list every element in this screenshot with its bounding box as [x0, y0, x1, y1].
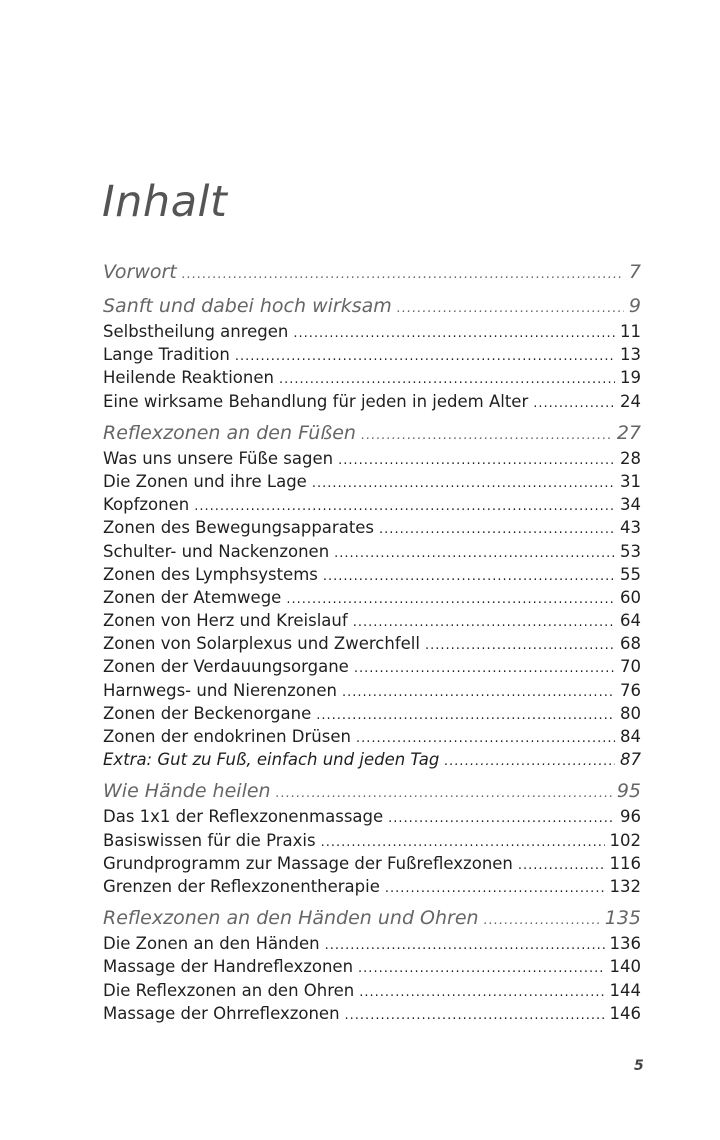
toc-entry[interactable]: Zonen der Beckenorgane ..... 80 [103, 702, 641, 725]
leader-dots [425, 634, 615, 655]
toc-entry[interactable]: Was uns unsere Füße sagen ..... 28 [103, 447, 641, 470]
leader-dots [323, 565, 615, 586]
leader-dots [293, 322, 615, 343]
toc-entry[interactable]: Massage der Ohrreflexzonen ..... 146 [103, 1002, 641, 1025]
leader-dots [342, 681, 615, 702]
toc-entry[interactable]: Zonen von Solarplexus und Zwerchfell ..... 68 [103, 632, 641, 655]
toc-entry[interactable]: Selbstheilung anregen ..... 11 [103, 320, 641, 343]
toc-entry[interactable]: Harnwegs- und Nierenzonen ..... 76 [103, 679, 641, 702]
leader-dots [321, 831, 605, 852]
leader-dots [182, 261, 624, 286]
leader-dots [286, 588, 615, 609]
leader-dots [385, 877, 605, 898]
leader-dots [316, 704, 615, 725]
toc-chapter-heading[interactable]: Reflexzonen an den Händen und Ohren ..... 135 [103, 904, 641, 932]
leader-dots [338, 449, 615, 470]
page-title: Inhalt [102, 176, 228, 227]
leader-dots [388, 807, 615, 828]
toc-entry[interactable]: Die Zonen und ihre Lage ..... 31 [103, 470, 641, 493]
toc-section-haende-ohren [103, 904, 641, 1025]
toc-chapter-heading[interactable]: Wie Hände heilen ..... 95 [103, 777, 641, 805]
toc-entry[interactable]: Zonen der Verdauungsorgane ..... 70 [103, 655, 641, 678]
toc-entry[interactable]: Schulter- und Nackenzonen ..... 53 [103, 540, 641, 563]
leader-dots [334, 542, 615, 563]
leader-dots [358, 957, 604, 978]
toc-section-haende [103, 777, 641, 898]
leader-dots [279, 368, 615, 389]
toc-entry-extra[interactable]: Extra: Gut zu Fuß, einfach und jeden Tag ..... 87 [103, 748, 641, 771]
leader-dots [353, 611, 615, 632]
toc-entry[interactable]: Das 1x1 der Reflexzonenmassage ..... 96 [103, 805, 641, 828]
toc-entry[interactable]: Kopfzonen ..... 34 [103, 493, 641, 516]
leader-dots [484, 907, 600, 932]
toc-entry[interactable]: Zonen des Bewegungsapparates ..... 43 [103, 516, 641, 539]
leader-dots [312, 472, 615, 493]
toc-entry[interactable]: Die Reflexzonen an den Ohren ..... 144 [103, 979, 641, 1002]
leader-dots [518, 854, 605, 875]
leader-dots [359, 981, 604, 1002]
leader-dots [397, 295, 624, 320]
leader-dots [345, 1004, 605, 1025]
leader-dots [361, 422, 612, 447]
leader-dots [276, 780, 612, 805]
toc-section-vorwort [103, 258, 641, 286]
leader-dots [444, 750, 615, 771]
toc-entry[interactable]: Lange Tradition ..... 13 [103, 343, 641, 366]
toc-chapter-heading[interactable]: Vorwort ..... 7 [103, 258, 641, 286]
leader-dots [354, 657, 615, 678]
toc-section-fuesse [103, 419, 641, 772]
toc-entry[interactable]: Zonen des Lymphsystems ..... 55 [103, 563, 641, 586]
toc-entry[interactable]: Die Zonen an den Händen ..... 136 [103, 932, 641, 955]
toc-entry[interactable]: Basiswissen für die Praxis ..... 102 [103, 829, 641, 852]
toc-entry[interactable]: Heilende Reaktionen ..... 19 [103, 366, 641, 389]
toc-section-sanft [103, 292, 641, 413]
leader-dots [533, 392, 615, 413]
leader-dots [379, 518, 615, 539]
leader-dots [325, 934, 605, 955]
toc-entry[interactable]: Eine wirksame Behandlung für jeden in jedem Alter ..... 24 [103, 390, 641, 413]
leader-dots [194, 495, 615, 516]
toc-chapter-heading[interactable]: Sanft und dabei hoch wirksam ..... 9 [103, 292, 641, 320]
leader-dots [356, 727, 615, 748]
toc-entry[interactable]: Zonen der Atemwege ..... 60 [103, 586, 641, 609]
page-number: 5 [634, 1058, 644, 1074]
leader-dots [235, 345, 615, 366]
toc-entry[interactable]: Zonen von Herz und Kreislauf ..... 64 [103, 609, 641, 632]
toc-entry[interactable]: Grenzen der Reflexzonentherapie ..... 132 [103, 875, 641, 898]
toc-entry[interactable]: Grundprogramm zur Massage der Fußreflexzonen ..... 116 [103, 852, 641, 875]
toc-entry[interactable]: Zonen der endokrinen Drüsen ..... 84 [103, 725, 641, 748]
toc-chapter-heading[interactable]: Reflexzonen an den Füßen ..... 27 [103, 419, 641, 447]
table-of-contents [103, 258, 641, 1031]
toc-entry[interactable]: Massage der Handreflexzonen ..... 140 [103, 955, 641, 978]
